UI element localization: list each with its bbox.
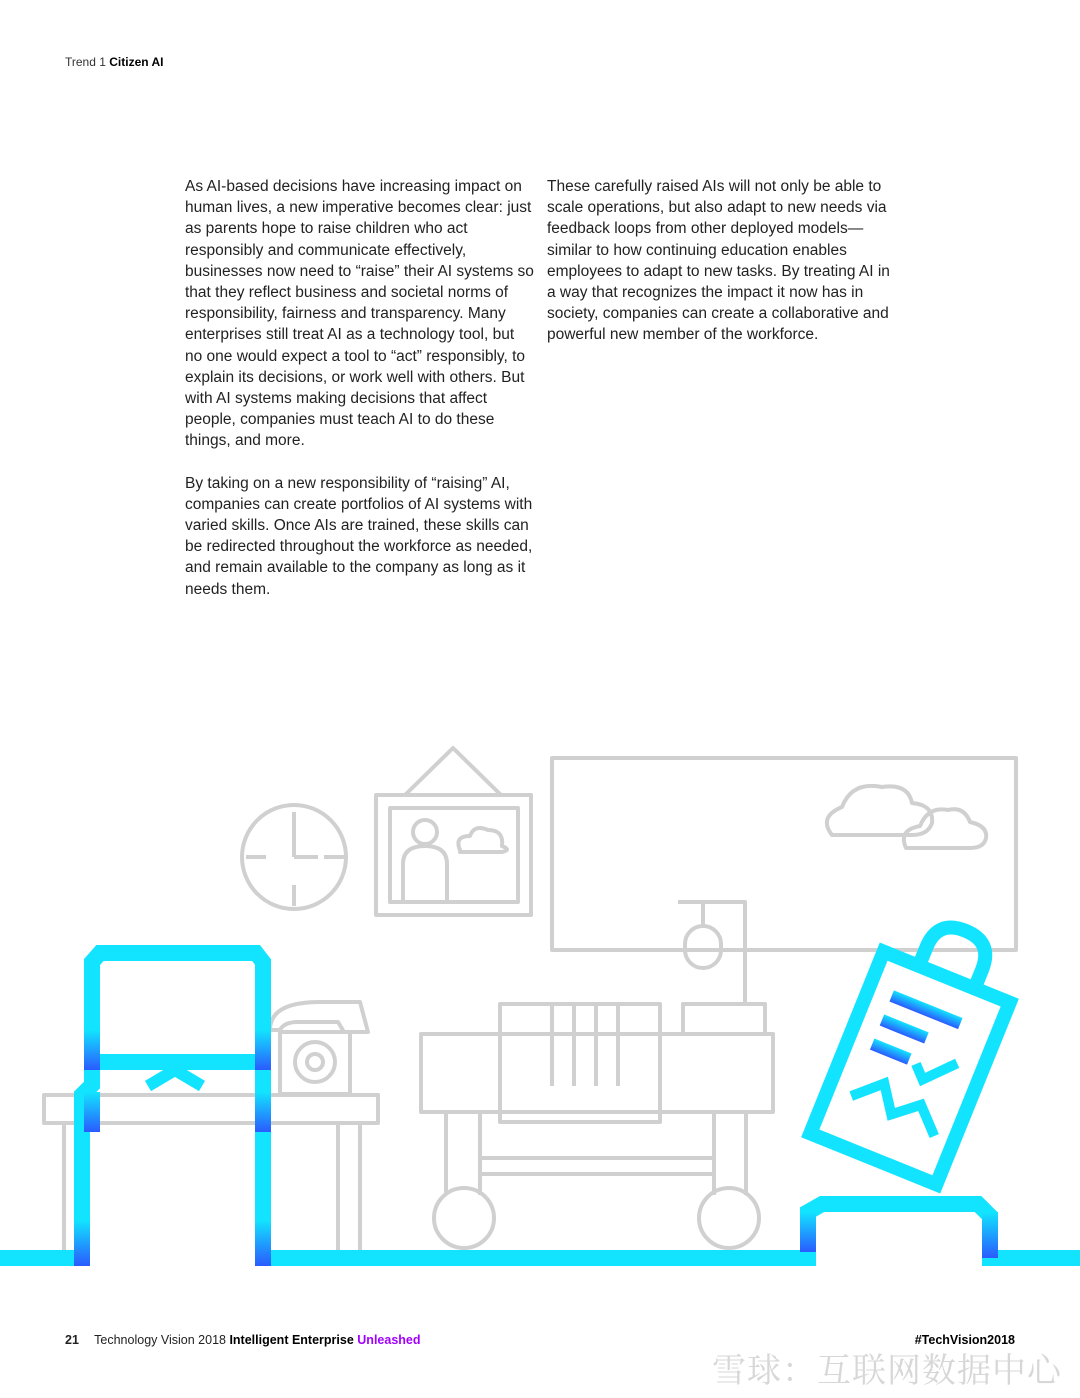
wheel: [434, 1188, 494, 1248]
footer-left: [65, 1333, 421, 1347]
wheel: [699, 1188, 759, 1248]
equipment-cart: [421, 902, 773, 1248]
page-number: 21: [65, 1333, 79, 1347]
paragraph: As AI-based decisions have increasing impact on human lives, a new imperative becomes clear: just as parents hope to raise children who act responsibly and communicate effectively, businesses now need to “raise” their AI systems so that they reflect business and societal norms of responsibility, fairness and transparency. Many enterprises still treat AI as a technology tool, but no one would expect a tool to “act” responsibly, to explain its decisions, or work well with others. But with AI systems making decisions that affect people, companies must teach AI to do these things, and more.: [185, 178, 534, 450]
clock-icon: [242, 805, 346, 909]
paragraph: These carefully raised AIs will not only be able to scale operations, but also adapt to new needs via feedback loops from other deployed models—similar to how continuing education enables employees to adapt to new tasks. By treating AI in a way that recognizes the impact it now has in society, companies can create a collaborative and powerful new member of the workforce.: [547, 178, 890, 344]
running-header: [65, 55, 164, 69]
picture-frame-icon: [376, 748, 531, 915]
trend-label: Trend 1: [65, 55, 106, 69]
paragraph: By taking on a new responsibility of “raising” AI, companies can create portfolios of AI systems with varied skills. Once AIs are trained, these skills can be redirected throughout the workforce as needed, and remain available to the company as long as it needs them.: [185, 474, 533, 598]
report-title: Intelligent Enterprise: [229, 1333, 354, 1347]
trend-title: Citizen AI: [109, 55, 164, 69]
text-column-right: [547, 176, 897, 367]
text-column-left: [185, 176, 535, 621]
clipboard-icon: [810, 905, 1028, 1184]
telephone-icon: [270, 1002, 368, 1094]
office-illustration: [0, 720, 1080, 1290]
watermark: 雪球：互联网数据中心: [712, 1351, 1062, 1391]
report-name: Technology Vision 2018: [94, 1333, 226, 1347]
hashtag: #TechVision2018: [914, 1333, 1015, 1347]
report-title-accent: Unleashed: [357, 1333, 421, 1347]
